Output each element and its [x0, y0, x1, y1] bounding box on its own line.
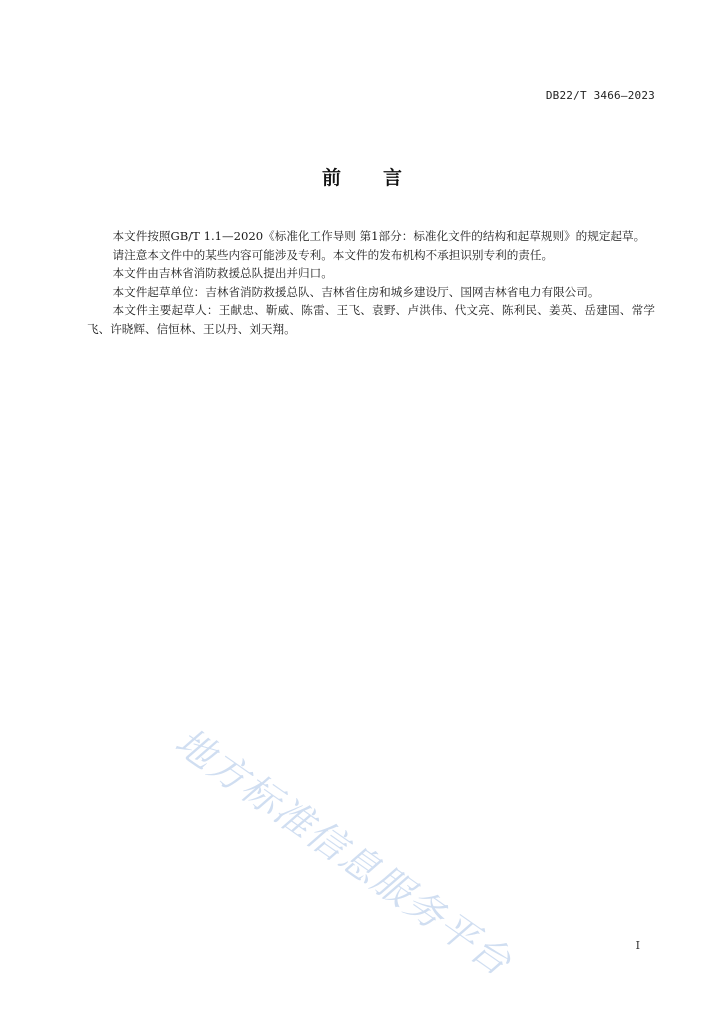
paragraph-drafters: 本文件主要起草人：王献忠、靳威、陈雷、王飞、袁野、卢洪伟、代文亮、陈利民、姜英、岳建国、常学飞、许晓辉、信恒林、王以丹、刘天翔。	[87, 303, 655, 336]
paragraph-drafting-rules: 本文件按照GB/T 1.1—2020《标准化工作导则 第1部分：标准化文件的结构和起草规则》的规定起草。	[112, 229, 646, 243]
title-char-1: 前	[321, 167, 341, 189]
paragraph-proposer: 本文件由吉林省消防救援总队提出并归口。	[112, 266, 333, 281]
title-char-2: 言	[383, 167, 403, 189]
paragraph-patent-notice: 请注意本文件中的某些内容可能涉及专利。本文件的发布机构不承担识别专利的责任。	[112, 247, 554, 262]
page-number: I	[635, 939, 640, 952]
watermark: 地方标准信息服务平台	[167, 719, 521, 985]
paragraph-drafting-units: 本文件起草单位：吉林省消防救援总队、吉林省住房和城乡建设厅、国网吉林省电力有限公司。	[112, 284, 600, 299]
document-code: DB22/T 3466—2023	[545, 89, 655, 102]
page-title	[0, 163, 724, 190]
foreword-body	[87, 227, 655, 339]
